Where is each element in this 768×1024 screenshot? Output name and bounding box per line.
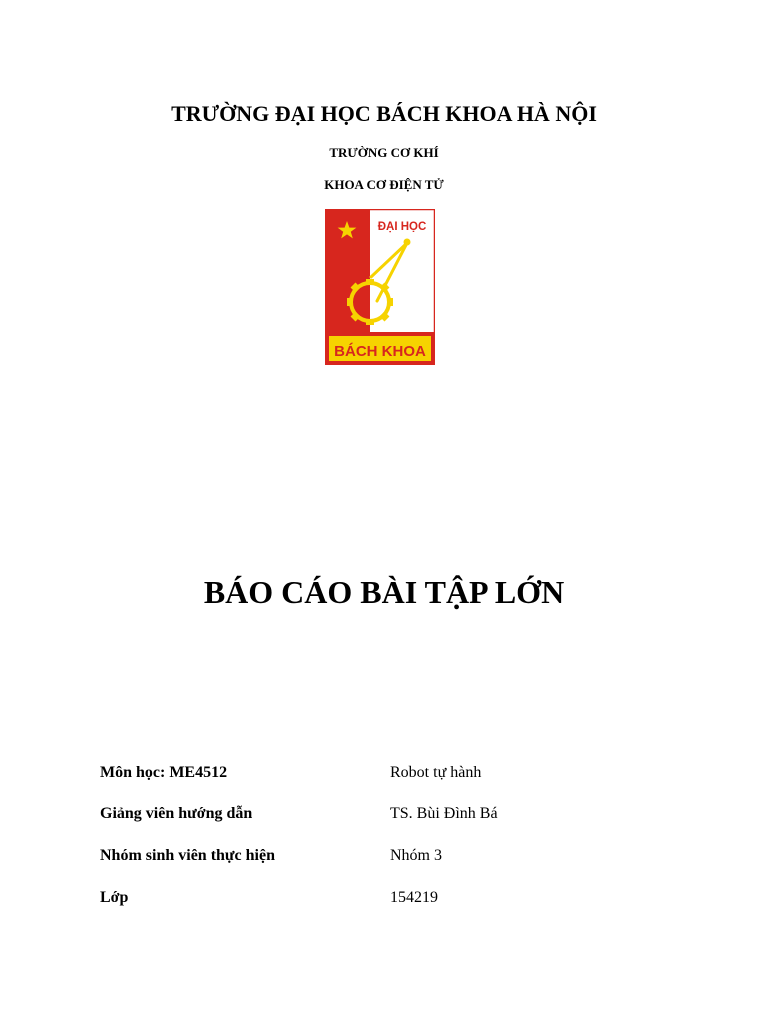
info-label: Nhóm sinh viên thực hiện xyxy=(100,847,275,864)
university-logo xyxy=(325,209,435,365)
info-row-course xyxy=(100,761,700,785)
logo-bottom-text: BÁCH KHOA xyxy=(334,343,426,360)
report-title: BÁO CÁO BÀI TẬP LỚN xyxy=(203,574,565,610)
info-value: 154219 xyxy=(390,889,438,906)
info-label: Môn học: ME4512 xyxy=(100,764,228,781)
university-name: TRƯỜNG ĐẠI HỌC BÁCH KHOA HÀ NỘI xyxy=(171,101,597,126)
info-row-instructor xyxy=(100,802,700,826)
logo-top-text: ĐẠI HỌC xyxy=(377,221,427,233)
info-value: TS. Bùi Đình Bá xyxy=(390,805,498,822)
info-value: Robot tự hành xyxy=(390,764,482,781)
faculty-name: KHOA CƠ ĐIỆN TỬ xyxy=(324,177,444,192)
info-value: Nhóm 3 xyxy=(390,847,442,864)
info-row-group xyxy=(100,844,700,868)
info-row-class xyxy=(100,886,700,910)
info-label: Lớp xyxy=(100,889,129,906)
info-label: Giảng viên hướng dẫn xyxy=(100,805,253,822)
school-name: TRƯỜNG CƠ KHÍ xyxy=(329,145,439,160)
